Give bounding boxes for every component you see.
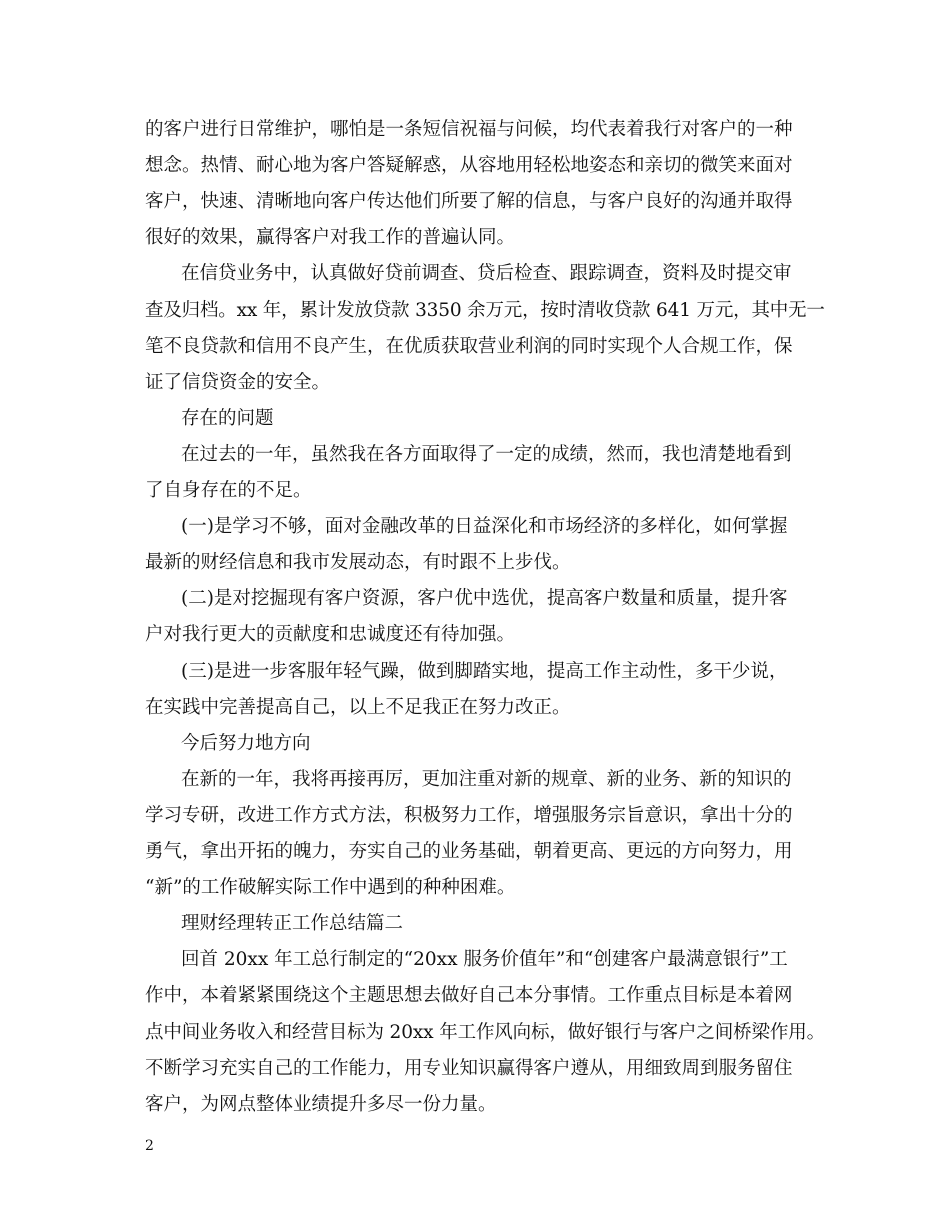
text-line: 想念。热情、耐心地为客户答疑解惑，从容地用轻松地姿态和亲切的微笑来面对	[145, 155, 793, 177]
text-line: 在新的一年，我将再接再厉，更加注重对新的规章、新的业务、新的知识的	[181, 768, 792, 790]
text-line: 在信贷业务中，认真做好贷前调查、贷后检查、跟踪调查，资料及时提交审	[181, 263, 792, 285]
text-line: (二)是对挖掘现有客户资源，客户优中选优，提高客户数量和质量，提升客	[181, 588, 788, 610]
text-line: 存在的问题	[181, 407, 274, 429]
text-line: 查及归档。xx 年，累计发放贷款 3350 余万元，按时清收贷款 641 万元，其中无一	[145, 299, 825, 321]
text-line: 笔不良贷款和信用不良产生，在优质获取营业利润的同时实现个人合规工作，保	[145, 335, 793, 357]
text-line: “新”的工作破解实际工作中遇到的种种困难。	[145, 877, 516, 899]
text-line: 勇气，拿出开拓的魄力，夯实自己的业务基础，朝着更高、更远的方向努力，用	[145, 841, 793, 862]
text-line: 的客户进行日常维护，哪怕是一条短信祝福与问候，均代表着我行对客户的一种	[145, 119, 793, 140]
text-line: 最新的财经信息和我市发展动态，有时跟不上步伐。	[145, 552, 571, 574]
page-number: 2	[145, 1138, 154, 1154]
text-line: 很好的效果，赢得客户对我工作的普遍认同。	[145, 227, 516, 249]
text-line: 学习专研，改进工作方式方法，积极努力工作，增强服务宗旨意识，拿出十分的	[145, 804, 793, 826]
text-line: 回首 20xx 年工总行制定的“20xx 服务价值年”和“创建客户最满意银行”工	[181, 949, 788, 971]
text-line: 客户，为网点整体业绩提升多尽一份力量。	[145, 1093, 497, 1115]
text-line: 在过去的一年，虽然我在各方面取得了一定的成绩，然而，我也清楚地看到	[181, 443, 792, 465]
text-line: 理财经理转正工作总结篇二	[181, 913, 404, 935]
text-line: (一)是学习不够，面对金融改革的日益深化和市场经济的多样化，如何掌握	[181, 516, 788, 538]
text-line: 作中，本着紧紧围绕这个主题思想去做好自己本分事情。工作重点目标是本着网	[145, 985, 793, 1007]
text-line: 在实践中完善提高自己，以上不足我正在努力改正。	[145, 696, 571, 718]
text-line: 客户，快速、清晰地向客户传达他们所要了解的信息，与客户良好的沟通并取得	[145, 191, 793, 213]
text-line: (三)是进一步客服年轻气躁，做到脚踏实地，提高工作主动性，多干少说，	[181, 660, 788, 682]
text-line: 证了信贷资金的安全。	[145, 371, 331, 393]
text-line: 户对我行更大的贡献度和忠诚度还有待加强。	[145, 624, 516, 646]
text-line: 今后努力地方向	[181, 732, 311, 754]
text-line: 不断学习充实自己的工作能力，用专业知识赢得客户遵从，用细致周到服务留住	[145, 1057, 793, 1079]
text-line: 点中间业务收入和经营目标为 20xx 年工作风向标，做好银行与客户之间桥梁作用。	[145, 1021, 825, 1043]
text-line: 了自身存在的不足。	[145, 480, 312, 501]
